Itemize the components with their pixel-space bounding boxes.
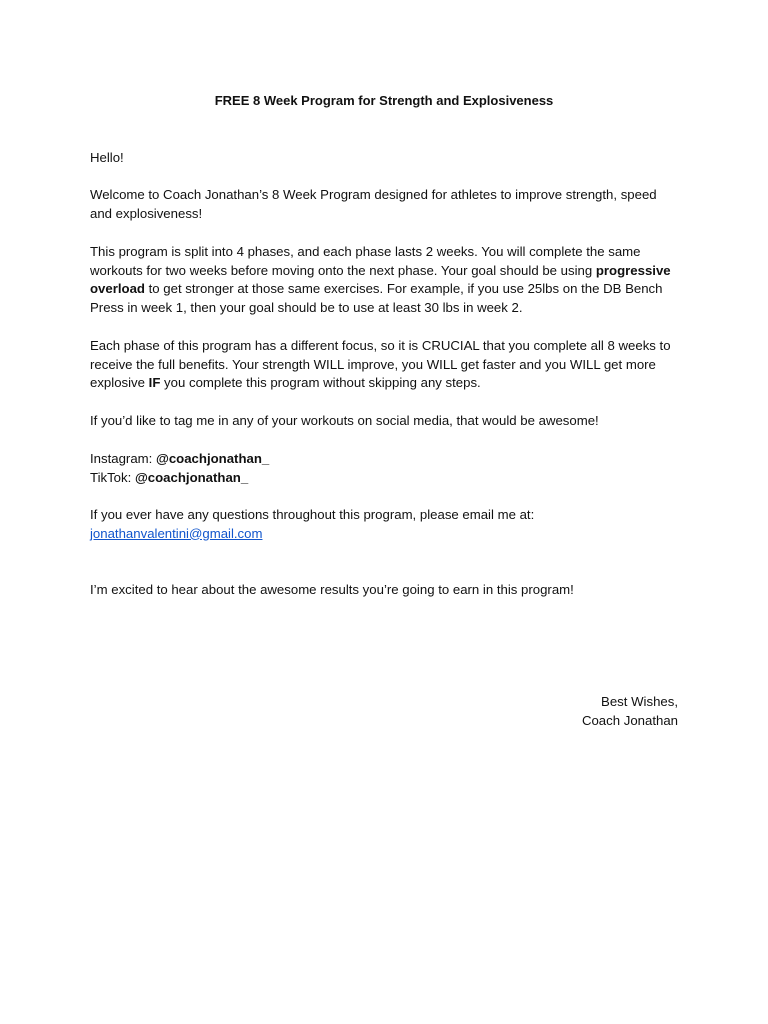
intro-text: Welcome to Coach Jonathan’s 8 Week Program designed for athletes to improve strength, speed and explosiveness!: [90, 187, 657, 221]
intro-paragraph: [90, 186, 680, 223]
focus-text-2: you complete this program without skipping any steps.: [160, 375, 481, 391]
closing-paragraph: [90, 581, 680, 600]
phases-text-2: to get stronger at those same exercises. For example, if you use 25lbs on the DB Bench Press in week 1, then your goal should be to use at least 30 lbs in week 2.: [90, 281, 663, 316]
if-bold: IF: [148, 375, 161, 391]
social-block: [90, 450, 680, 487]
phases-paragraph: [90, 243, 680, 318]
instagram-label: Instagram:: [90, 451, 156, 466]
tiktok-label: TikTok:: [90, 469, 135, 485]
progressive-overload-bold: progressive overload: [90, 262, 671, 297]
focus-paragraph: [90, 337, 680, 393]
signoff: [582, 693, 678, 730]
closing-text: I’m excited to hear about the awesome results you’re going to earn in this program!: [90, 582, 574, 597]
tiktok-handle: @coachjonathan_: [134, 469, 249, 485]
instagram-line: [90, 450, 680, 469]
phases-text-1: This program is split into 4 phases, and each phase lasts 2 weeks. You will complete the same workouts for two weeks before moving onto the next phase. Your goal should be using: [90, 244, 641, 278]
tag-request-paragraph: [90, 412, 680, 431]
tiktok-line: [90, 469, 680, 488]
email-link[interactable]: jonathanvalentini@gmail.com: [90, 525, 263, 541]
focus-text-1: Each phase of this program has a different focus, so it is CRUCIAL that you complete all 8 weeks to receive the full benefits. Your strength WILL improve, you WILL get faster and you WILL get more explosive: [90, 338, 671, 391]
contact-text: If you ever have any questions throughout this program, please email me at:: [90, 507, 535, 522]
greeting: [90, 149, 680, 168]
contact-block: [90, 506, 680, 543]
signoff-line-2: Coach Jonathan: [581, 712, 678, 728]
tag-request-text: If you’d like to tag me in any of your workouts on social media, that would be awesome!: [90, 413, 599, 428]
document-title: FREE 8 Week Program for Strength and Explosiveness: [214, 93, 554, 108]
instagram-handle: @coachjonathan_: [155, 451, 270, 466]
signoff-line-1: Best Wishes,: [601, 694, 678, 709]
greeting-text: Hello!: [90, 150, 124, 165]
